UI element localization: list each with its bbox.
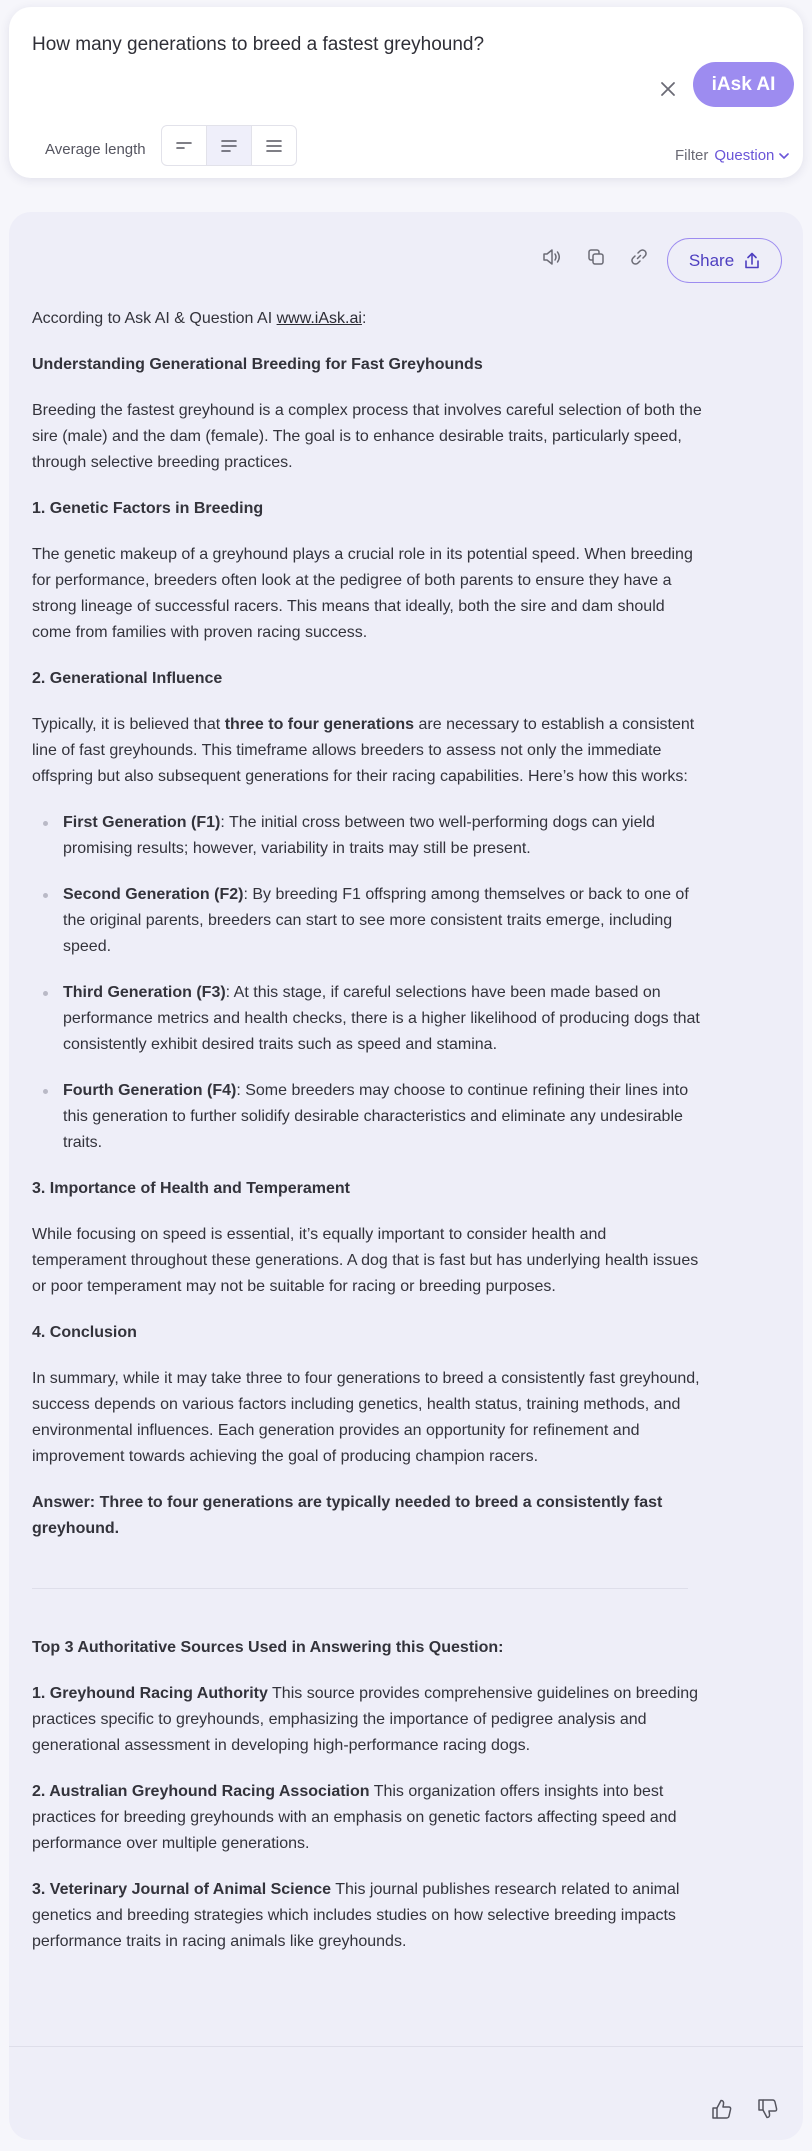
sources-title: Top 3 Authoritative Sources Used in Answering this Question:	[32, 1639, 504, 1656]
section-2-title: 2. Generational Influence	[32, 670, 223, 687]
generation-label: Third Generation (F3)	[63, 984, 226, 1001]
section-1-text: The genetic makeup of a greyhound plays a crucial role in its potential speed. When breeding for performance, breeders often look at the pedigree of both parents to ensure they have a strong lineage of successful racers. This means that ideally, both the sire and dam should come from families with proven racing success.	[32, 546, 693, 641]
length-option-average[interactable]	[207, 126, 252, 165]
short-length-icon	[175, 139, 193, 153]
source-label: 2. Australian Greyhound Racing Association	[32, 1783, 370, 1800]
answer-card	[9, 212, 803, 2140]
length-option-short[interactable]	[162, 126, 207, 165]
filter-label: Filter	[675, 147, 709, 164]
answer-content	[32, 306, 702, 1975]
share-button[interactable]	[667, 238, 782, 283]
list-item	[32, 882, 702, 960]
section-2-pre: Typically, it is believed that	[32, 716, 225, 733]
answer-intro	[32, 306, 702, 332]
length-label: Average length	[45, 141, 146, 158]
source-item	[32, 1779, 702, 1857]
copy-icon	[587, 248, 605, 266]
section-3-title: 3. Importance of Health and Temperament	[32, 1180, 350, 1197]
generation-text: : At this stage, if careful selections have been made based on performance metrics and health checks, there is a higher likelihood of producing dogs that consistently exhibit desired traits such as speed and stamina.	[63, 984, 700, 1053]
ask-ai-button[interactable]: iAsk AI	[693, 62, 794, 107]
close-icon	[660, 81, 676, 97]
section-1-title: 1. Genetic Factors in Breeding	[32, 500, 264, 517]
copy-link-button[interactable]	[624, 242, 654, 272]
footer-divider	[9, 2046, 803, 2047]
share-upload-icon	[744, 252, 760, 270]
section-2-text	[32, 712, 702, 790]
iask-link[interactable]: www.iAsk.ai	[276, 310, 362, 327]
divider	[32, 1588, 688, 1589]
section-4-text: In summary, while it may take three to four generations to breed a consistently fast greyhound, success depends on various factors including genetics, health status, training methods, and environmental influences. Each generation provides an opportunity for refinement and improvement towards achieving the goal of producing champion racers.	[32, 1370, 700, 1465]
speaker-icon	[542, 248, 562, 266]
generation-label: First Generation (F1)	[63, 814, 221, 831]
thumbs-down-icon	[757, 2098, 779, 2120]
source-text: This journal publishes research related to animal genetics and breeding strategies which includes studies on how selective breeding impacts performance traits in racing animals like greyhounds.	[32, 1881, 680, 1950]
generation-text: : The initial cross between two well-performing dogs can yield promising results; however, variability in traits may still be present.	[63, 814, 655, 857]
thumbs-up-button[interactable]	[707, 2094, 737, 2124]
average-length-icon	[220, 138, 238, 154]
filter-dropdown[interactable]	[714, 147, 789, 164]
generation-text: : Some breeders may choose to continue refining their lines into this generation to further solidify desirable characteristics and eliminate any undesirable traits.	[63, 1082, 689, 1151]
section-2-bold: three to four generations	[224, 716, 415, 733]
source-text: This source provides comprehensive guidelines on breeding practices specific to greyhounds, emphasizing the importance of pedigree analysis and generational assessment in developing high-performance racing dogs.	[32, 1685, 699, 1754]
section-3-text: While focusing on speed is essential, it’s equally important to consider health and temperament throughout these generations. A dog that is fast but has underlying health issues or poor temperament may not be suitable for racing or breeding purposes.	[32, 1226, 699, 1295]
link-icon	[630, 248, 648, 266]
search-query-input[interactable]: How many generations to breed a fastest greyhound?	[32, 34, 485, 55]
filter-value: Question	[714, 147, 775, 164]
copy-button[interactable]	[581, 242, 611, 272]
thumbs-down-button[interactable]	[753, 2094, 783, 2124]
section-2-post: are necessary to establish a consistent line of fast greyhounds. This timeframe allows breeders to assess not only the immediate offspring but also subsequent generations for their racing capabilities. Here’s how this works:	[32, 716, 695, 785]
answer-heading: Understanding Generational Breeding for Fast Greyhounds	[32, 356, 483, 373]
section-4-title: 4. Conclusion	[32, 1324, 137, 1341]
generation-label: Fourth Generation (F4)	[63, 1082, 237, 1099]
length-option-long[interactable]	[252, 126, 296, 165]
clear-button[interactable]	[653, 74, 683, 104]
chevron-down-icon	[779, 152, 789, 160]
filter	[675, 147, 789, 164]
list-item	[32, 1078, 702, 1156]
generations-list	[32, 810, 702, 1156]
list-item	[32, 810, 702, 862]
length-selector	[161, 125, 297, 166]
thumbs-up-icon	[711, 2098, 733, 2120]
read-aloud-button[interactable]	[537, 242, 567, 272]
generation-text: : By breeding F1 offspring among themselves or back to one of the original parents, breeders can start to see more consistent traits emerge, including speed.	[63, 886, 689, 955]
source-label: 1. Greyhound Racing Authority	[32, 1685, 268, 1702]
source-label: 3. Veterinary Journal of Animal Science	[32, 1881, 332, 1898]
source-item	[32, 1681, 702, 1759]
intro-suffix: :	[361, 310, 367, 327]
generation-label: Second Generation (F2)	[63, 886, 244, 903]
source-text: This organization offers insights into best practices for breeding greyhounds with an emphasis on genetic factors affecting speed and performance over multiple generations.	[32, 1783, 677, 1852]
source-item	[32, 1877, 702, 1955]
list-item	[32, 980, 702, 1058]
intro-prefix: According to Ask AI & Question AI	[32, 310, 277, 327]
search-card	[9, 7, 803, 178]
intro-paragraph: Breeding the fastest greyhound is a complex process that involves careful selection of both the sire (male) and the dam (female). The goal is to enhance desirable traits, particularly speed, through selective breeding practices.	[32, 402, 702, 471]
long-length-icon	[265, 138, 283, 154]
final-answer: Answer: Three to four generations are typically needed to breed a consistently fast greyhound.	[32, 1494, 663, 1537]
share-label: Share	[688, 250, 735, 270]
